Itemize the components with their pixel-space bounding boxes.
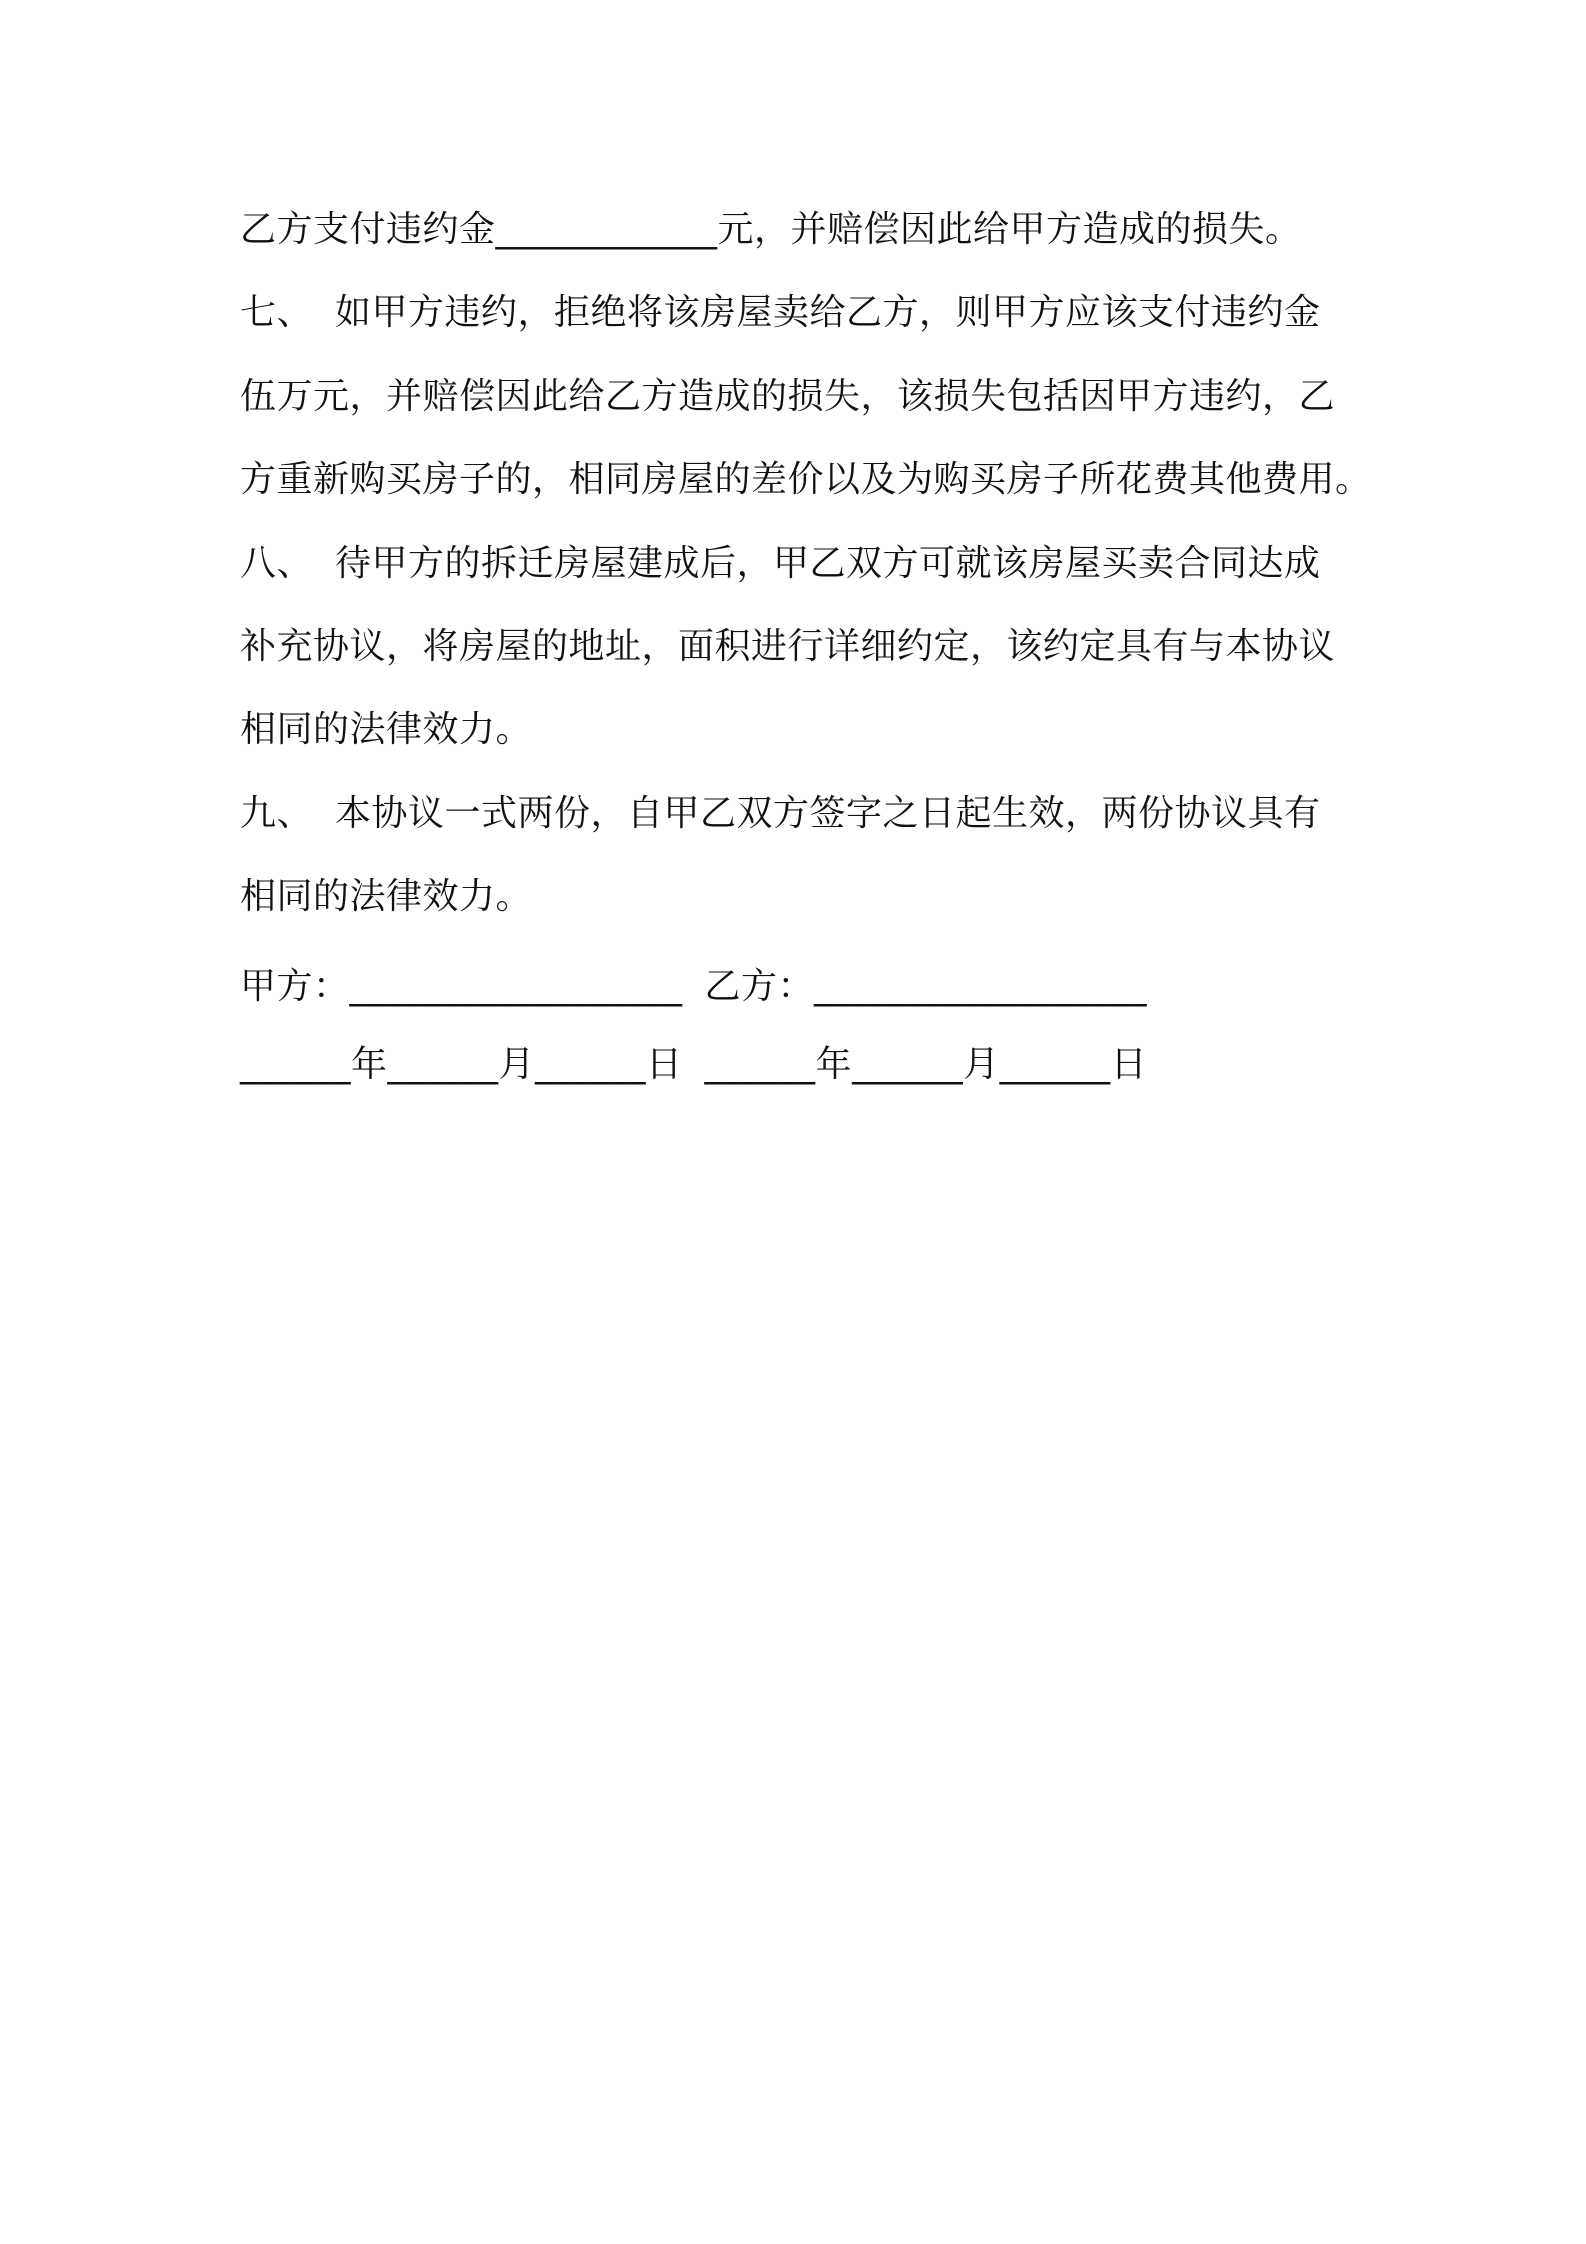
clause-seven-line-3 bbox=[240, 450, 1372, 510]
party-a-signature-blank: __________________ bbox=[349, 966, 683, 1007]
date-line bbox=[240, 1035, 1147, 1095]
party-a-month-blank: ______ bbox=[387, 1044, 499, 1085]
penalty-text-before: 乙方支付违约金 bbox=[240, 209, 496, 250]
party-a-year-blank: ______ bbox=[240, 1044, 351, 1085]
clause-nine-text-1: 本协议一式两份，自甲乙双方签字之日起生效，两份协议具有 bbox=[335, 793, 1321, 834]
party-a-day-label: 日 bbox=[646, 1044, 683, 1085]
party-b-signature-blank: __________________ bbox=[814, 966, 1148, 1007]
party-b-day-blank: ______ bbox=[999, 1044, 1111, 1085]
clause-nine-number: 九、 bbox=[240, 793, 314, 834]
party-b-label: 乙方： bbox=[704, 966, 815, 1007]
clause-seven-line-2 bbox=[240, 367, 1335, 427]
clause-eight-text-1: 待甲方的拆迁房屋建成后，甲乙双方可就该房屋买卖合同达成 bbox=[335, 543, 1321, 584]
clause-seven-line-1 bbox=[240, 283, 1321, 343]
party-b-year-label: 年 bbox=[815, 1044, 853, 1085]
party-b-day-label: 日 bbox=[1110, 1044, 1148, 1085]
clause-nine-line-1 bbox=[240, 784, 1321, 844]
clause-eight-text-3: 相同的法律效力。 bbox=[240, 709, 533, 750]
clause-eight-line-2 bbox=[240, 617, 1335, 677]
party-a-label: 甲方： bbox=[240, 966, 350, 1007]
signature-line bbox=[240, 957, 1147, 1017]
clause-eight-number: 八、 bbox=[240, 543, 314, 584]
party-b-year-blank: ______ bbox=[704, 1044, 816, 1085]
clause-seven-number: 七、 bbox=[240, 292, 314, 333]
party-b-month-blank: ______ bbox=[852, 1044, 964, 1085]
party-b-month-label: 月 bbox=[963, 1044, 1000, 1085]
clause-seven-text-3: 方重新购买房子的，相同房屋的差价以及为购买房子所花费其他费用。 bbox=[240, 459, 1372, 500]
party-a-month-label: 月 bbox=[498, 1044, 536, 1085]
party-a-day-blank: ______ bbox=[535, 1044, 647, 1085]
party-a-year-label: 年 bbox=[351, 1044, 388, 1085]
clause-nine-line-2 bbox=[240, 867, 532, 927]
penalty-amount-blank: ____________ bbox=[495, 209, 718, 250]
clause-seven-text-1: 如甲方违约，拒绝将该房屋卖给乙方，则甲方应该支付违约金 bbox=[335, 292, 1321, 333]
clause-seven-text-2: 伍万元，并赔偿因此给乙方造成的损失，该损失包括因甲方违约，乙 bbox=[240, 376, 1336, 417]
clause-eight-line-1 bbox=[240, 534, 1321, 594]
clause-eight-line-3 bbox=[240, 700, 532, 760]
penalty-text-after: 元，并赔偿因此给甲方造成的损失。 bbox=[717, 209, 1302, 250]
party-b-date bbox=[705, 1044, 1148, 1085]
party-a-date bbox=[240, 1044, 683, 1085]
clause-six-continuation bbox=[240, 200, 1302, 260]
clause-eight-text-2: 补充协议，将房屋的地址，面积进行详细约定，该约定具有与本协议 bbox=[240, 626, 1336, 667]
clause-nine-text-2: 相同的法律效力。 bbox=[240, 876, 533, 917]
